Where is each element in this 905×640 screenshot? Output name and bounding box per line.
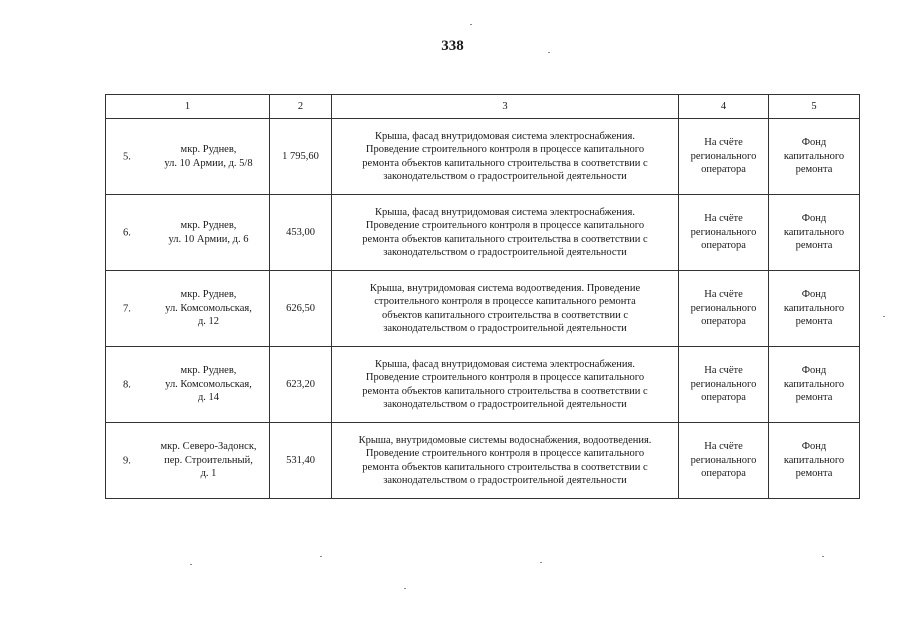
table-row xyxy=(106,119,860,195)
table-row xyxy=(106,271,860,347)
column-number: 2 xyxy=(270,95,332,119)
row-number: 5. xyxy=(123,150,131,162)
building-address: мкр. Руднев, ул. Комсомольская, д. 12 xyxy=(165,289,252,328)
address-cell xyxy=(106,271,270,347)
scan-speck xyxy=(883,316,885,317)
account-type: На счёте регионального оператора xyxy=(679,347,769,423)
scan-speck xyxy=(470,24,472,25)
page-number: 338 xyxy=(441,38,464,54)
row-number: 8. xyxy=(123,378,131,390)
column-number: 5 xyxy=(769,95,860,119)
building-address: мкр. Руднев, ул. 10 Армии, д. 5/8 xyxy=(164,144,253,169)
table-row xyxy=(106,347,860,423)
account-type: На счёте регионального оператора xyxy=(679,195,769,271)
repair-works-table xyxy=(105,94,860,499)
column-number: 1 xyxy=(106,95,270,119)
area-value: 623,20 xyxy=(270,347,332,423)
address-cell xyxy=(106,195,270,271)
row-number: 7. xyxy=(123,302,131,314)
column-number: 3 xyxy=(332,95,679,119)
row-number: 6. xyxy=(123,226,131,238)
account-type: На счёте регионального оператора xyxy=(679,119,769,195)
works-description: Крыша, внутридомовая система водоотведения. Проведение строительного контроля в процессе капитального ремонта объектов капитального строительства в соответствии с законодательством о градостроительной деятельности xyxy=(332,271,679,347)
account-type: На счёте регионального оператора xyxy=(679,271,769,347)
building-address: мкр. Северо-Задонск, пер. Строительный, д. 1 xyxy=(160,441,257,480)
area-value: 531,40 xyxy=(270,423,332,499)
funding-source: Фонд капитального ремонта xyxy=(769,195,860,271)
scan-speck xyxy=(822,556,824,557)
funding-source: Фонд капитального ремонта xyxy=(769,347,860,423)
funding-source: Фонд капитального ремонта xyxy=(769,423,860,499)
scan-speck xyxy=(540,562,542,563)
works-description: Крыша, внутридомовые системы водоснабжения, водоотведения. Проведение строительного контроля в процессе капитального ремонта объектов капитального строительства в соответствии с законодательством о градостроительной деятельности xyxy=(332,423,679,499)
address-cell xyxy=(106,119,270,195)
works-description: Крыша, фасад внутридомовая система электроснабжения. Проведение строительного контроля в процессе капитального ремонта объектов капитального строительства в соответствии с законодательством о градостроительной деятельности xyxy=(332,347,679,423)
column-number: 4 xyxy=(679,95,769,119)
table-row xyxy=(106,195,860,271)
scan-speck xyxy=(320,556,322,557)
address-cell xyxy=(106,347,270,423)
area-value: 626,50 xyxy=(270,271,332,347)
table-row xyxy=(106,423,860,499)
works-description: Крыша, фасад внутридомовая система электроснабжения. Проведение строительного контроля в процессе капитального ремонта объектов капитального строительства в соответствии с законодательством о градостроительной деятельности xyxy=(332,119,679,195)
funding-source: Фонд капитального ремонта xyxy=(769,119,860,195)
building-address: мкр. Руднев, ул. Комсомольская, д. 14 xyxy=(165,365,252,404)
account-type: На счёте регионального оператора xyxy=(679,423,769,499)
area-value: 453,00 xyxy=(270,195,332,271)
funding-source: Фонд капитального ремонта xyxy=(769,271,860,347)
works-description: Крыша, фасад внутридомовая система электроснабжения. Проведение строительного контроля в процессе капитального ремонта объектов капитального строительства в соответствии с законодательством о градостроительной деятельности xyxy=(332,195,679,271)
building-address: мкр. Руднев, ул. 10 Армии, д. 6 xyxy=(168,220,249,245)
scan-speck xyxy=(548,52,550,53)
column-number-row xyxy=(106,95,860,119)
scan-speck xyxy=(190,564,192,565)
area-value: 1 795,60 xyxy=(270,119,332,195)
row-number: 9. xyxy=(123,454,131,466)
scan-speck xyxy=(404,588,406,589)
address-cell xyxy=(106,423,270,499)
